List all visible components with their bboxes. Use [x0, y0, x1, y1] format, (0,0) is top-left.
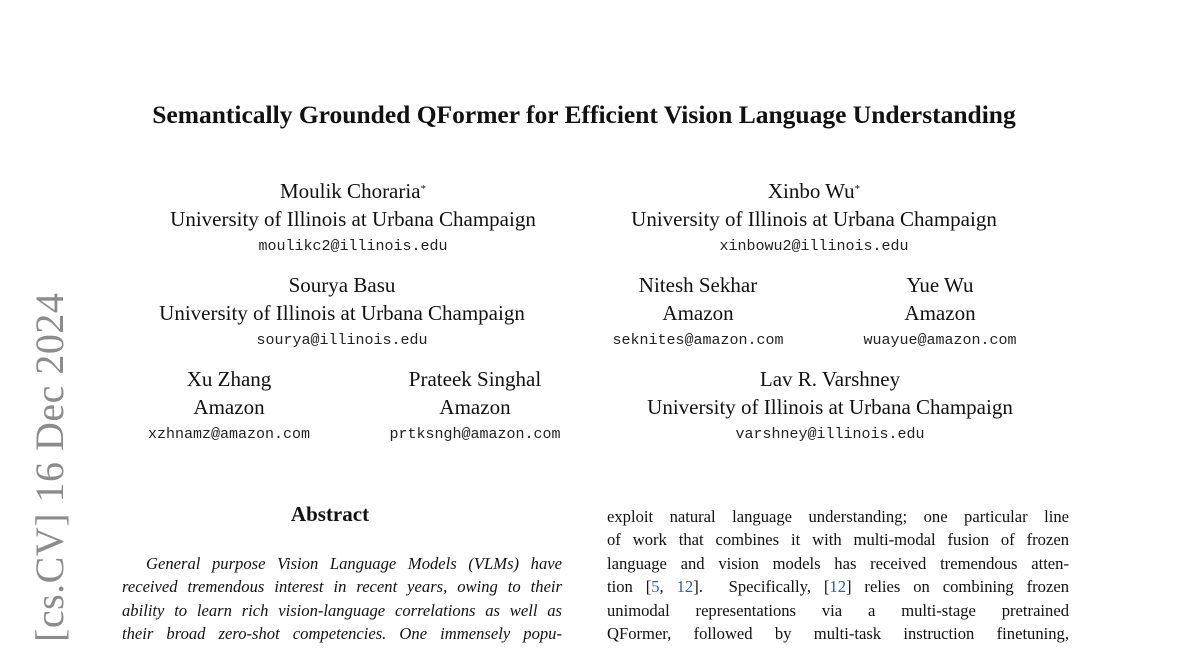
- author-email: seknites@amazon.com: [612, 332, 784, 349]
- author-affiliation: University of Illinois at Urbana Champaign: [170, 207, 536, 231]
- author-email: wuayue@amazon.com: [863, 332, 1017, 349]
- abstract-line: ability to learn rich vision-language correlations as well as: [122, 600, 562, 620]
- abstract-line: received tremendous interest in recent years, owing to their: [122, 577, 562, 597]
- author-block: [593, 271, 803, 355]
- author-name: Nitesh Sekhar: [638, 273, 758, 297]
- abstract-body: [98, 552, 562, 646]
- author-name: Sourya Basu: [288, 273, 396, 297]
- author-name: Moulik Choraria*: [279, 179, 427, 203]
- intro-line: of work that combines it with multi-modal fusion of frozen: [607, 530, 1069, 550]
- author-affiliation: Amazon: [904, 301, 976, 325]
- author-block: [625, 365, 1035, 449]
- author-email: varshney@illinois.edu: [735, 426, 925, 443]
- intro-line: language and vision models has received tremendous atten-: [607, 553, 1069, 573]
- paper-title: Semantically Grounded QFormer for Efficient Vision Language Understanding: [152, 100, 1016, 129]
- author-name: Xinbo Wu*: [767, 179, 861, 203]
- author-block: [126, 365, 332, 449]
- author-affiliation: University of Illinois at Urbana Champaign: [159, 301, 525, 325]
- abstract-heading: Abstract: [290, 502, 370, 526]
- author-email: sourya@illinois.edu: [256, 332, 428, 349]
- introduction-body: [607, 505, 1069, 645]
- author-name: Prateek Singhal: [408, 367, 542, 391]
- author-name: Yue Wu: [906, 273, 974, 297]
- author-email: xinbowu2@illinois.edu: [719, 238, 909, 255]
- intro-line: unimodal representations via a multi-stage pretrained: [607, 600, 1069, 620]
- author-name: Xu Zhang: [186, 367, 272, 391]
- intro-line: QFormer, followed by multi-task instruction finetuning,: [607, 624, 1069, 644]
- author-block: [137, 271, 547, 355]
- author-block: [609, 177, 1019, 261]
- author-email: moulikc2@illinois.edu: [258, 238, 448, 255]
- intro-line: exploit natural language understanding; one particular line: [607, 507, 1069, 526]
- arxiv-stamp: [cs.CV] 16 Dec 2024: [27, 292, 72, 642]
- author-block: [366, 365, 584, 449]
- abstract-line: their broad zero-shot competencies. One immensely popu-: [122, 624, 562, 644]
- author-affiliation: Amazon: [662, 301, 734, 325]
- author-affiliation: University of Illinois at Urbana Champaign: [631, 207, 997, 231]
- author-block: [835, 271, 1045, 355]
- author-block: [148, 177, 558, 261]
- citation-link[interactable]: 5: [651, 577, 660, 597]
- author-email: prtksngh@amazon.com: [389, 426, 561, 443]
- author-affiliation: University of Illinois at Urbana Champaign: [647, 395, 1013, 419]
- author-email: xzhnamz@amazon.com: [147, 426, 311, 443]
- intro-line: tion [5, 12]. Specifically, [12] relies on combining frozen: [607, 577, 1069, 597]
- author-name: Lav R. Varshney: [759, 367, 901, 391]
- author-affiliation: Amazon: [193, 395, 265, 419]
- author-affiliation: Amazon: [439, 395, 511, 419]
- abstract-line: General purpose Vision Language Models (VLMs) have: [146, 554, 562, 573]
- citation-link[interactable]: 12: [676, 577, 694, 597]
- citation-link[interactable]: 12: [829, 577, 846, 597]
